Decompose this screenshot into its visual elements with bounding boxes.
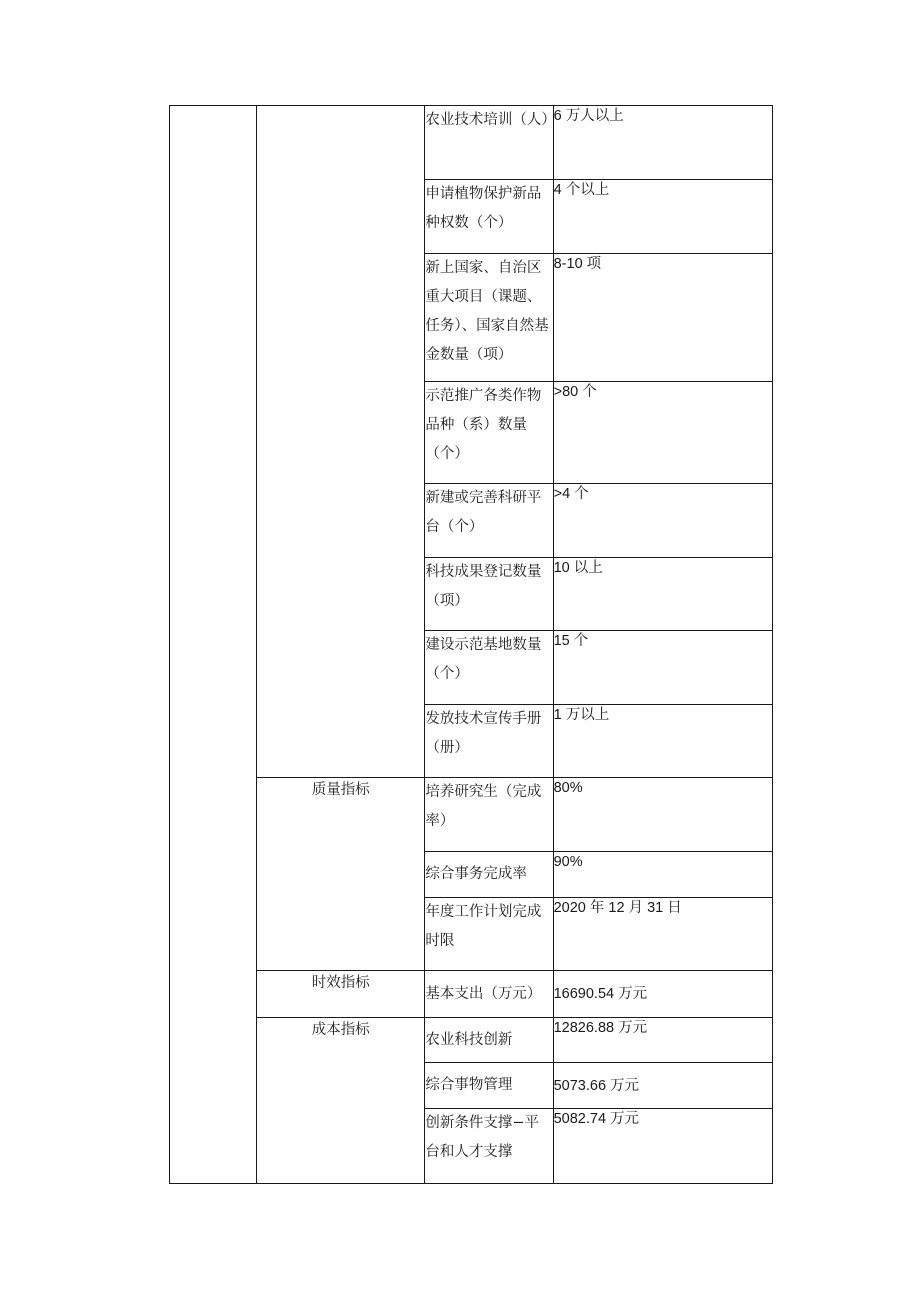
- indicator-value: 12826.88 万元: [553, 1018, 772, 1063]
- performance-indicator-table: [169, 105, 773, 1184]
- indicator-name: 农业技术培训（人）: [425, 106, 553, 180]
- indicator-name: 培养研究生（完成率）: [425, 778, 553, 852]
- indicator-name: 建设示范基地数量（个）: [425, 631, 553, 705]
- indicator-value: 4 个以上: [553, 180, 772, 254]
- indicator-value: 10 以上: [553, 558, 772, 631]
- indicator-name: 发放技术宣传手册（册）: [425, 705, 553, 778]
- indicator-value: >80 个: [553, 382, 772, 484]
- table-row: [170, 971, 773, 1018]
- indicator-name: 创新条件支撑−平台和人才支撑: [425, 1109, 553, 1184]
- table-row: [170, 778, 773, 852]
- indicator-value: 5082.74 万元: [553, 1109, 772, 1184]
- indicator-name: 年度工作计划完成时限: [425, 898, 553, 971]
- indicator-value: 6 万人以上: [553, 106, 772, 180]
- indicator-name: 新上国家、自治区重大项目（课题、任务）、国家自然基金数量（项）: [425, 254, 553, 382]
- indicator-value: 80%: [553, 778, 772, 852]
- indicator-name: 农业科技创新: [425, 1018, 553, 1063]
- indicator-name: 基本支出（万元）: [425, 971, 553, 1018]
- table-row: [170, 1018, 773, 1063]
- indicator-value: 15 个: [553, 631, 772, 705]
- category-cost: 成本指标: [257, 1018, 425, 1184]
- first-level-indicator-cell: [170, 106, 257, 1184]
- indicator-value: 2020 年 12 月 31 日: [553, 898, 772, 971]
- category-timeliness: 时效指标: [257, 971, 425, 1018]
- category-quality: 质量指标: [257, 778, 425, 971]
- table-row: [170, 106, 773, 180]
- indicator-value: 90%: [553, 852, 772, 898]
- indicator-name: 科技成果登记数量（项）: [425, 558, 553, 631]
- indicator-name: 示范推广各类作物品种（系）数量（个）: [425, 382, 553, 484]
- indicator-name: 综合事物管理: [425, 1063, 553, 1109]
- indicator-name: 申请植物保护新品种权数（个）: [425, 180, 553, 254]
- indicator-name: 新建或完善科研平台（个）: [425, 484, 553, 558]
- quantity-category-cell: [257, 106, 425, 778]
- indicator-value: 5073.66 万元: [553, 1063, 772, 1109]
- indicator-value: >4 个: [553, 484, 772, 558]
- indicator-name: 综合事务完成率: [425, 852, 553, 898]
- indicator-value: 1 万以上: [553, 705, 772, 778]
- indicator-value: 8-10 项: [553, 254, 772, 382]
- indicator-value: 16690.54 万元: [553, 971, 772, 1018]
